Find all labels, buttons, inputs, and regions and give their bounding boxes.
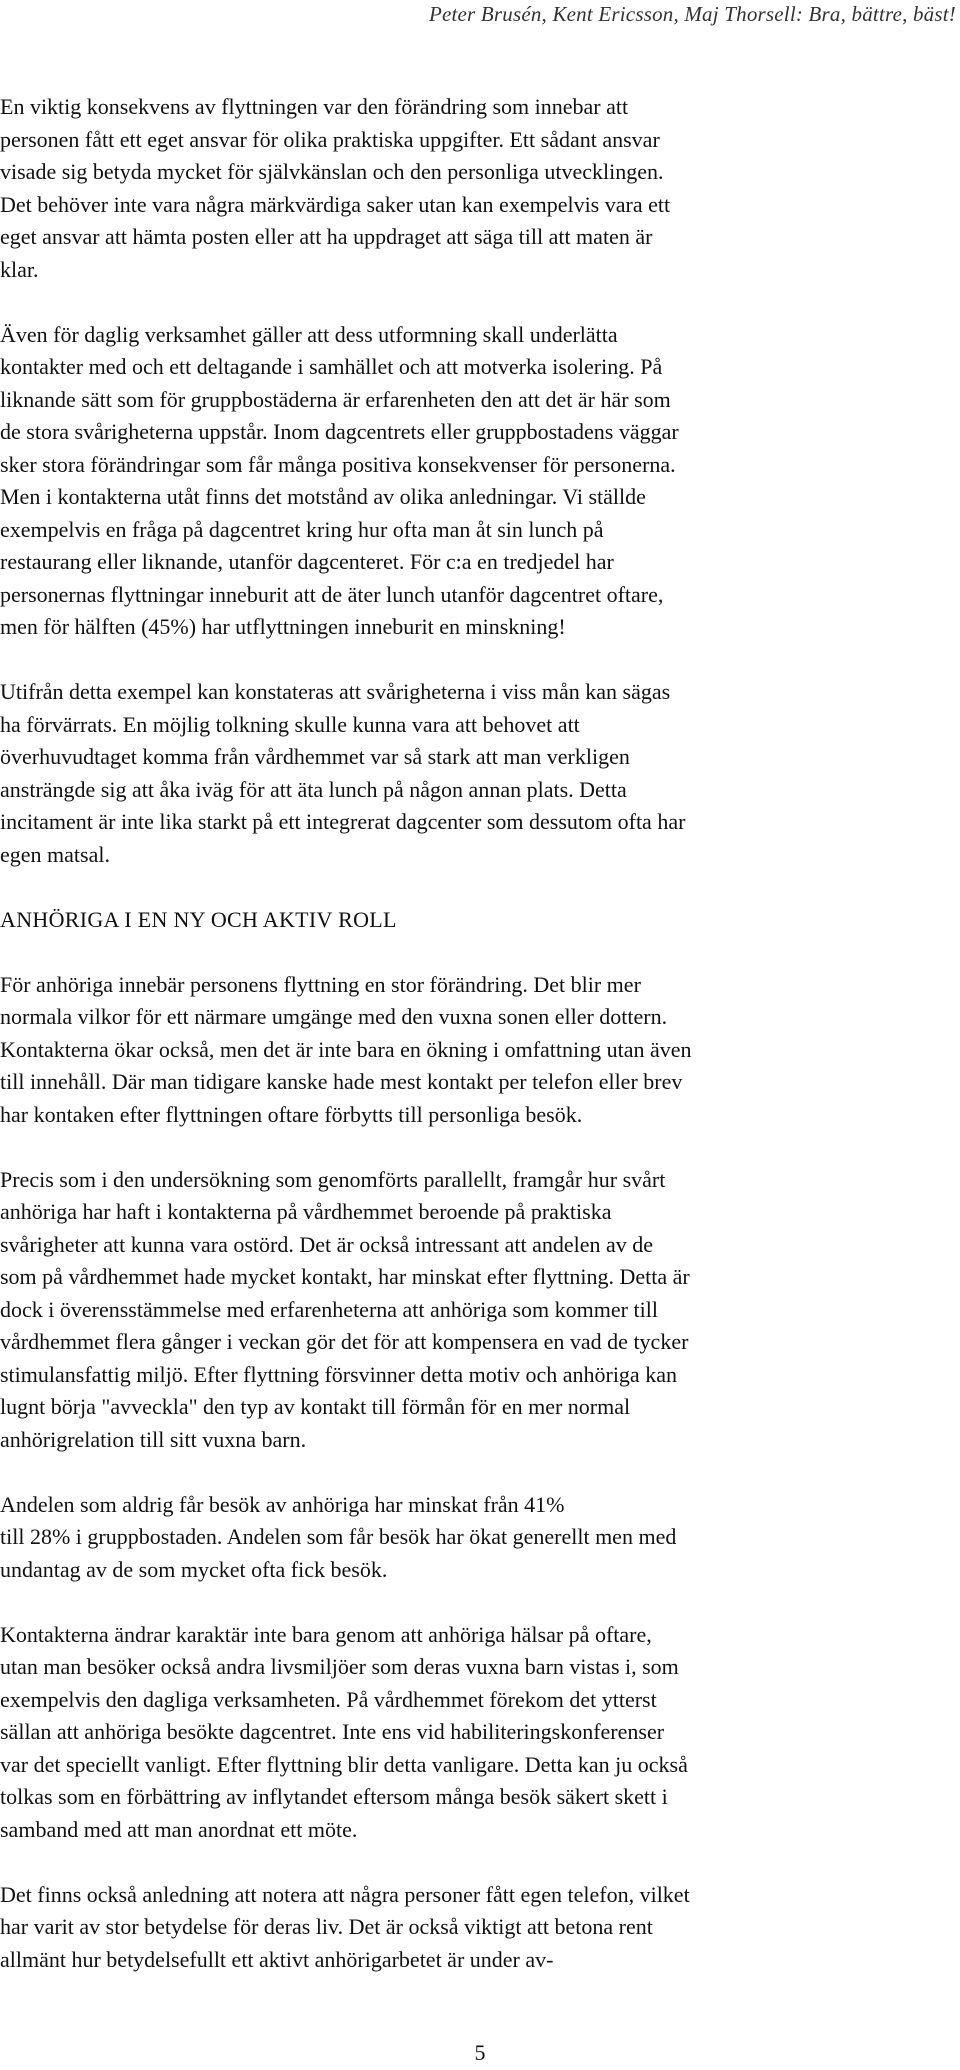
text-line: restaurang eller liknande, utanför dagcenteret. För c:a en tredjedel har — [0, 549, 614, 574]
text-line: undantag av de som mycket ofta fick besök. — [0, 1556, 388, 1582]
text-line: de stora svårigheterna uppstår. Inom dagcentrets eller gruppbostadens väggar — [0, 419, 679, 444]
text-line: vårdhemmet flera gånger i veckan gör det för att kompensera en vad de tycker — [0, 1329, 689, 1354]
text-line: Kontakterna ändrar karaktär inte bara genom att anhöriga hälsar på oftare, — [0, 1621, 652, 1647]
text-line: anhörigrelation till sitt vuxna barn. — [0, 1426, 307, 1452]
text-line: stimulansfattig miljö. Efter flyttning försvinner detta motiv och anhöriga kan — [0, 1361, 677, 1387]
text-line: kontakter med och ett deltagande i samhället och att motverka isolering. På — [0, 354, 663, 379]
text-line: normala vilkor för ett närmare umgänge med den vuxna sonen eller dottern. — [0, 1004, 668, 1029]
text-line: Andelen som aldrig får besök av anhöriga har minskat från 41% — [0, 1491, 565, 1517]
text-line: incitament är inte lika starkt på ett integrerat dagcenter som dessutom ofta har — [0, 809, 686, 834]
text-line: Det finns också anledning att notera att några personer fått egen telefon, vilket — [0, 1881, 690, 1907]
body-text — [0, 91, 958, 2009]
text-line: exempelvis den dagliga verksamheten. På vårdhemmet förekom det ytterst — [0, 1686, 657, 1712]
text-line: Utifrån detta exempel kan konstateras att svårigheterna i viss mån kan sägas — [0, 679, 671, 704]
text-line: till innehåll. Där man tidigare kanske hade mest kontakt per telefon eller brev — [0, 1069, 683, 1094]
paragraph — [0, 676, 958, 871]
text-line: Det behöver inte vara några märkvärdiga saker utan kan exempelvis vara ett — [0, 191, 671, 217]
text-line: Även för daglig verksamhet gäller att dess utformning skall underlätta — [0, 321, 618, 347]
paragraph — [0, 91, 958, 286]
text-line: egen matsal. — [0, 841, 110, 867]
text-line: dock i överensstämmelse med erfarenheterna att anhöriga som kommer till — [0, 1296, 658, 1322]
text-line: anhöriga har haft i kontakterna på vårdhemmet beroende på praktiska — [0, 1199, 612, 1224]
text-line: visade sig betyda mycket för självkänslan och den personliga utvecklingen. — [0, 159, 664, 184]
text-line: För anhöriga innebär personens flyttning en stor förändring. Det blir mer — [0, 971, 641, 997]
text-line: har varit av stor betydelse för deras liv. Det är också viktigt att betona rent — [0, 1914, 653, 1939]
text-line: sällan att anhöriga besökte dagcentret. Inte ens vid habiliteringskonferenser — [0, 1719, 665, 1744]
text-line: samband med att man anordnat ett möte. — [0, 1816, 358, 1842]
text-line: har kontaken efter flyttningen oftare förbytts till personliga besök. — [0, 1101, 583, 1127]
page-number: 5 — [474, 2040, 486, 2065]
text-line: klar. — [0, 256, 39, 282]
text-line: allmänt hur betydelsefullt ett aktivt anhörigarbetet är under av- — [0, 1946, 554, 1972]
paragraph — [0, 1489, 958, 1587]
text-line: ansträngde sig att åka iväg för att äta lunch på någon annan plats. Detta — [0, 776, 627, 802]
text-line: En viktig konsekvens av flyttningen var den förändring som innebar att — [0, 94, 629, 119]
paragraph — [0, 1164, 958, 1457]
text-line: ha förvärrats. En möjlig tolkning skulle kunna vara att behovet att — [0, 711, 580, 737]
paragraph — [0, 969, 958, 1132]
text-line: eget ansvar att hämta posten eller att ha uppdraget att säga till att maten är — [0, 224, 653, 249]
text-line: personernas flyttningar inneburit att de äter lunch utanför dagcentret oftare, — [0, 581, 664, 607]
text-line: lugnt börja "avveckla" den typ av kontakt till förmån för en mer normal — [0, 1394, 631, 1419]
text-line: Precis som i den undersökning som genomförts parallellt, framgår hur svårt — [0, 1166, 666, 1192]
text-line: svårigheter att kunna vara ostörd. Det är också intressant att andelen av de — [0, 1231, 654, 1257]
paragraph — [0, 319, 958, 644]
text-line: sker stora förändringar som får många positiva konsekvenser för personerna. — [0, 451, 676, 477]
text-line: exempelvis en fråga på dagcentret kring hur ofta man åt sin lunch på — [0, 516, 604, 542]
text-line: till 28% i gruppbostaden. Andelen som får besök har ökat generellt men med — [0, 1524, 677, 1549]
text-line: utan man besöker också andra livsmiljöer som deras vuxna barn vistas i, som — [0, 1654, 679, 1679]
text-line: men för hälften (45%) har utflyttningen inneburit en minskning! — [0, 614, 566, 639]
text-line: tolkas som en förbättring av inflytandet eftersom många besök säkert skett i — [0, 1784, 668, 1809]
text-line: personen fått ett eget ansvar för olika praktiska uppgifter. Ett sådant ansvar — [0, 126, 660, 152]
text-line: överhuvudtaget komma från vårdhemmet var så stark att man verkligen — [0, 744, 630, 769]
section-heading: ANHÖRIGA I EN NY OCH AKTIV ROLL — [0, 906, 397, 932]
text-line: Kontakterna ökar också, men det är inte bara en ökning i omfattning utan även — [0, 1036, 692, 1062]
paragraph — [0, 1879, 958, 1977]
text-line: som på vårdhemmet hade mycket kontakt, har minskat efter flyttning. Detta är — [0, 1264, 690, 1289]
text-line: Men i kontakterna utåt finns det motstånd av olika anledningar. Vi ställde — [0, 484, 646, 509]
running-header: Peter Brusén, Kent Ericsson, Maj Thorsell: Bra, bättre, bäst! — [428, 2, 956, 26]
text-line: var det speciellt vanligt. Efter flyttning blir detta vanligare. Detta kan ju också — [0, 1751, 688, 1777]
text-line: liknande sätt som för gruppbostäderna är erfarenheten den att det är här som — [0, 386, 671, 412]
paragraph — [0, 1619, 958, 1847]
